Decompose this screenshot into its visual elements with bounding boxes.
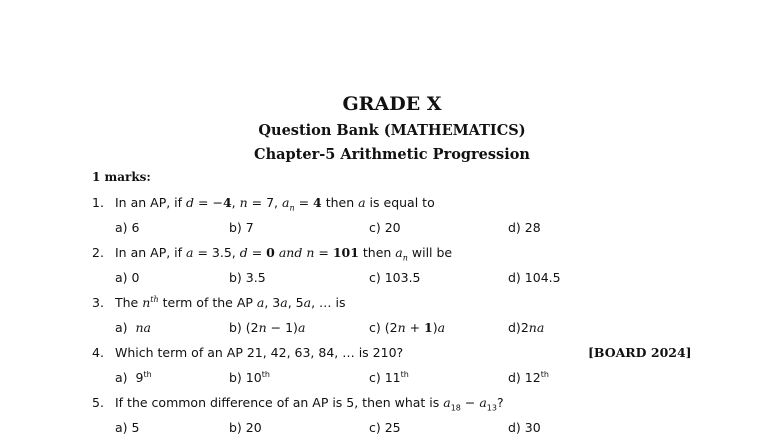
question-4 xyxy=(92,345,403,360)
question-5 xyxy=(92,395,504,413)
question-text: Which term of an AP 21, 42, 63, 84, … is 210? xyxy=(115,345,404,360)
question-number: 3. xyxy=(92,295,104,311)
question-number: 4. xyxy=(92,345,104,360)
option-a: a) 0 xyxy=(115,270,140,285)
option-d: d) 12th xyxy=(508,370,549,386)
option-b: b) 10th xyxy=(229,370,270,386)
option-b: b) 3.5 xyxy=(229,270,266,285)
question-text: In an AP, if d = −4, n = 7, $a_n = 4$ then a is equal to xyxy=(115,195,435,213)
option-b: b) 20 xyxy=(229,420,262,435)
option-c: c) 103.5 xyxy=(369,270,421,285)
question-1 xyxy=(92,195,435,213)
question-number: 5. xyxy=(92,395,104,410)
board-tag: [BOARD 2024] xyxy=(588,345,692,360)
option-d: d)2na xyxy=(508,320,545,335)
question-number: 1. xyxy=(92,195,104,210)
option-d: d) 30 xyxy=(508,420,541,435)
question-text: The $n^{th}$ term of the AP a, 3a, 5a, … is xyxy=(115,295,346,311)
option-c: c) 20 xyxy=(369,220,401,235)
option-b: b) (2n − 1)a xyxy=(229,320,306,335)
option-a: a) na xyxy=(115,320,152,335)
option-d: d) 104.5 xyxy=(508,270,561,285)
question-number: 2. xyxy=(92,245,104,260)
option-a: a) 6 xyxy=(115,220,140,235)
section-heading: 1 marks: xyxy=(92,170,151,184)
question-2 xyxy=(92,245,452,263)
question-text: In an AP, if a = 3.5, d = 0 and n = 101 then $a_n$ will be xyxy=(115,245,453,263)
option-c: c) 25 xyxy=(369,420,401,435)
option-b: b) 7 xyxy=(229,220,254,235)
grade-title: GRADE X xyxy=(342,93,442,115)
question-3 xyxy=(92,295,345,310)
question-text: If the common difference of an AP is 5, then what is $a_{18} - a_{13}$? xyxy=(115,395,504,413)
subject-title: Question Bank (MATHEMATICS) xyxy=(258,122,526,139)
option-a: a) 9th xyxy=(115,370,152,386)
option-d: d) 28 xyxy=(508,220,541,235)
option-c: c) 11th xyxy=(369,370,409,386)
option-a: a) 5 xyxy=(115,420,140,435)
chapter-title: Chapter-5 Arithmetic Progression xyxy=(254,146,530,163)
option-c: c) (2n + 1)a xyxy=(369,320,446,335)
